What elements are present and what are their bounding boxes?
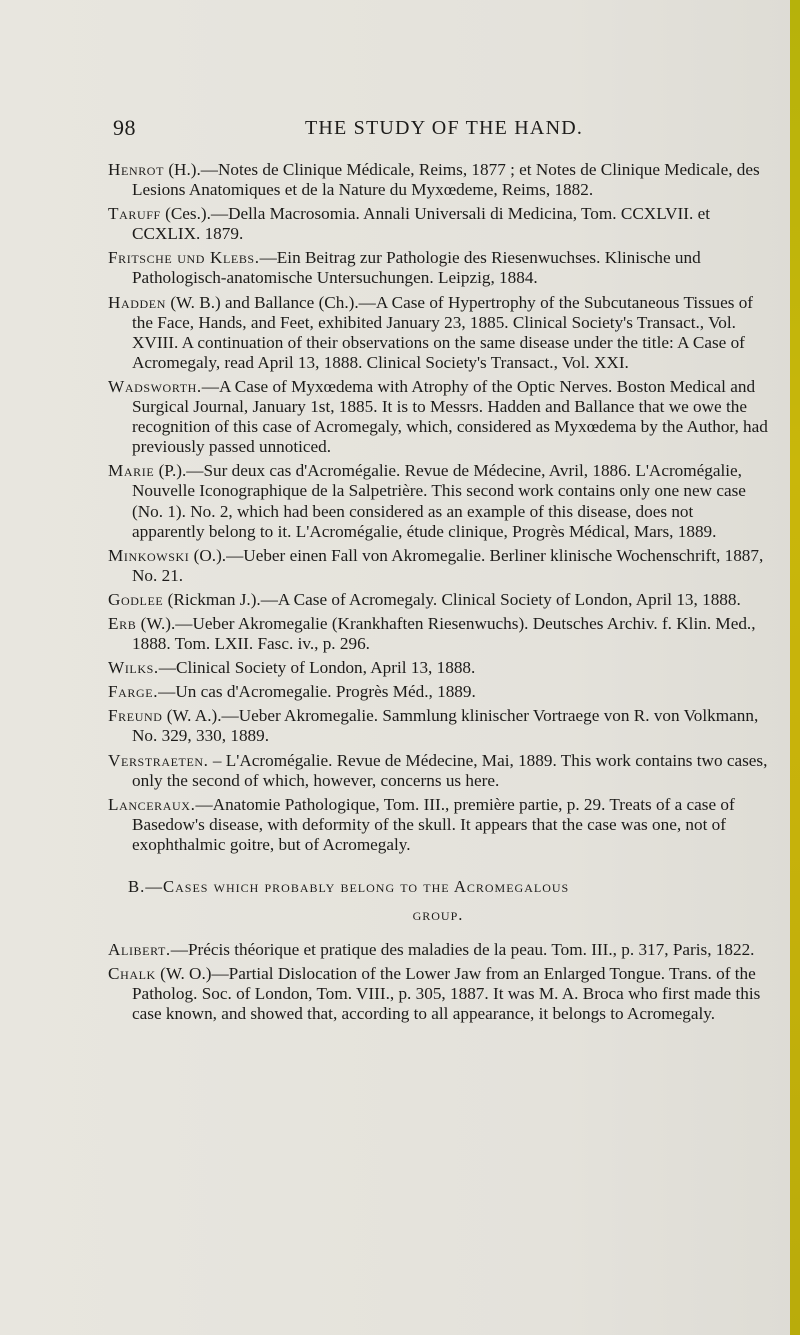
entry-author: Fritsche und Klebs. [108,248,260,268]
bibliography-entry [108,614,768,654]
section-heading [108,877,768,925]
entry-author: Alibert. [108,940,171,959]
entry-text: —A Case of Myxœdema with Atrophy of the Optic Nerves. Boston Medical and Surgical Journal, January 1st, 1885. It is to Messrs. Hadden and Ballance that we owe the recognition of this case of Acromegaly, which, considered as Myxœdema by the Author, had previously passed unnoticed. [132,376,768,457]
entry-text: (P.).—Sur deux cas d'Acromégalie. Revue de Médecine, Avril, 1886. L'Acromégalie, Nouvelle Iconographique de la Salpetrière. This second work contains only one new case (No. 1). No. 2, which had been considered as an example of this disease, does not apparently belong to it. L'Acromégalie, étude clinique, Progrès Médical, Mars, 1889. [132,461,746,541]
entry-text: —Clinical Society of London, April 13, 1888. [158,658,476,678]
entry-author: Hadden [108,292,167,312]
entry-text: (W. A.).—Ueber Akromegalie. Sammlung klinischer Vortraege von R. von Volkmann, No. 329, 330, 1889. [132,706,759,746]
entry-author: Wadsworth. [108,376,202,396]
page-header [0,116,790,144]
entry-text: —Anatomie Pathologique, Tom. III., première partie, p. 29. Treats of a case of Basedow's disease, with deformity of the skull. It appears that the case was one, not of exophthalmic goitre, but of Acromegaly. [132,794,735,854]
entry-text: —Ein Beitrag zur Pathologie des Riesenwuchses. Klinische und Pathologisch-anatomische Untersuchungen. Leipzig, 1884. [132,248,701,288]
bibliography-content [108,160,768,1038]
bibliography-entry [108,795,768,855]
footer-space [108,1028,768,1038]
entry-author: Godlee [108,589,164,609]
entry-text: (H.).—Notes de Clinique Médicale, Reims, 1877 ; et Notes de Clinique Medicale, des Lesions Anatomiques et de la Nature du Myxœdeme, Reims, 1882. [132,160,760,200]
bibliography-entry [108,546,768,586]
entry-author: Taruff [108,204,161,224]
section-label: B. [128,877,146,896]
page-edge-shadow [790,0,800,1335]
bibliography-entry [108,706,768,746]
entry-author: Henrot [108,160,165,179]
bibliography-entry [108,377,768,457]
entry-author: Verstraeten. [108,750,209,770]
section-title: —Cases which probably belong to the Acromegalous [145,877,570,896]
entry-text: (W. O.)—Partial Dislocation of the Lower Jaw from an Enlarged Tongue. Trans. of the Patholog. Soc. of London, Tom. VIII., p. 305, 1887. It was M. A. Broca who first made this case known, and showed that, according to all appearance, it belongs to Acromegaly. [132,964,761,1024]
bibliography-entry [108,204,768,244]
entry-author: Lanceraux. [108,794,196,814]
bibliography-entry [108,248,768,288]
entry-text: (Rickman J.).—A Case of Acromegaly. Clinical Society of London, April 13, 1888. [163,589,741,609]
bibliography-entry [108,293,768,373]
entry-text: (Ces.).—Della Macrosomia. Annali Universali di Medicina, Tom. CCXLVII. et CCXLIX. 1879. [132,204,710,244]
entry-text: —Précis théorique et pratique des maladies de la peau. Tom. III., p. 317, Paris, 1822. [170,940,755,959]
entry-author: Freund [108,706,163,726]
bibliography-entry [108,160,768,200]
section-title-line [108,877,768,897]
section-subtitle: group. [412,905,464,924]
entry-author: Chalk [108,964,156,984]
bibliography-entry [108,590,768,610]
bibliography-entry [108,461,768,541]
bibliography-entry [108,682,768,702]
entry-author: Erb [108,613,137,633]
page-number: 98 [113,115,136,140]
bibliography-entry [108,658,768,678]
running-title: THE STUDY OF THE HAND. [305,117,584,139]
entry-author: Marie [108,461,155,481]
entry-author: Minkowski [108,545,190,565]
bibliography-entry [108,751,768,791]
entry-text: —Un cas d'Acromegalie. Progrès Méd., 1889. [158,682,476,702]
entry-text: – L'Acromégalie. Revue de Médecine, Mai, 1889. This work contains two cases, only the second of which, however, concerns us here. [132,750,768,790]
entry-text: (O.).—Ueber einen Fall von Akromegalie. Berliner klinische Wochenschrift, 1887, No. 21. [132,545,764,585]
entry-author: Farge. [108,682,159,702]
bibliography-entry [108,964,768,1024]
entry-text: (W. B.) and Ballance (Ch.).—A Case of Hypertrophy of the Subcutaneous Tissues of the Face, Hands, and Feet, exhibited January 23, 1885. Clinical Society's Transact., Vol. XVIII. A continuation of their observations on the same disease under the title: A Case of Acromegaly, read April 13, 1888. Clinical Society's Transact., Vol. XXI. [132,292,754,372]
entry-author: Wilks. [108,658,159,678]
bibliography-entry [108,940,768,960]
entry-text: (W.).—Ueber Akromegalie (Krankhaften Riesenwuchs). Deutsches Archiv. f. Klin. Med., 1888. Tom. LXII. Fasc. iv., p. 296. [132,613,756,654]
